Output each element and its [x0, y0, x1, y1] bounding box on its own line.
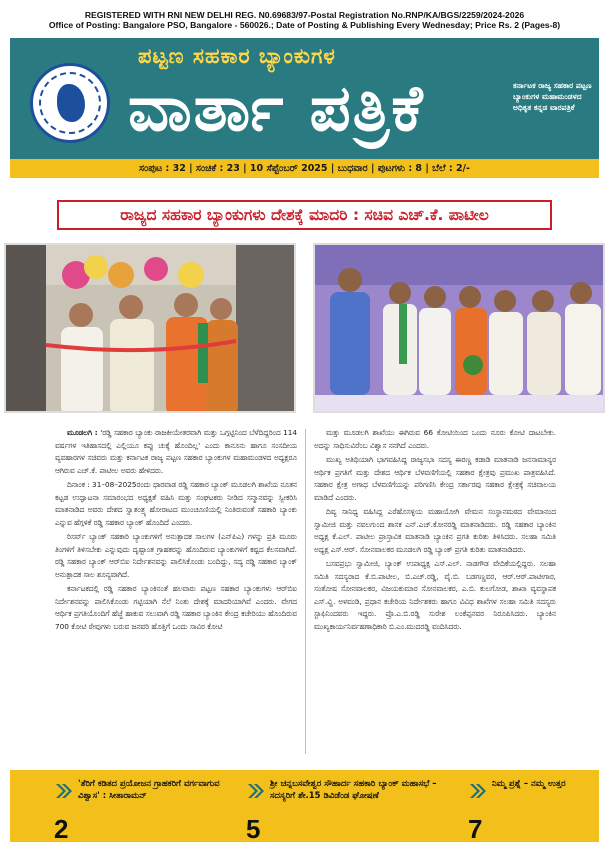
double-chevron-right-icon — [468, 782, 486, 800]
felicitation-illustration — [315, 245, 605, 413]
article-paragraph-text: 'ರಡ್ಡಿ ಸಹಕಾರ ಬ್ಯಾಂಕು ರಾಜಕೀಯೇತರವಾಗಿ ಮತ್ತು ಒಗ್ಗಟ್ಟಿನಿಂದ ಬೆಳೆದಿದ್ದರಿಂದ 114 ವರ್ಷಗಳ ಇತಿಹಾಸದಲ್ಲಿ ಎಲ್ಲಿಯೂ ಕಪ್ಪು ಚುಕ್ಕೆ ಹೊಂದಿಲ್ಲ' ಎಂದು ಕಾನೂನು ಹಾಗೂ ಸಂಸದೀಯ ವ್ಯವಹಾರಗಳ ಸಚಿವರು ಮತ್ತು ಕರ್ನಾಟಕ ರಾಜ್ಯ ಪಟ್ಟಣ ಸಹಕಾರ ಬ್ಯಾಂಕುಗಳ ಮಹಾಮಂಡಳದ ಅಧ್ಯಕ್ಷರೂ ಆಗಿರುವ ಎಚ್.ಕೆ. ಪಾಟೀಲ ಅವರು ಹೇಳಿದರು. — [55, 428, 297, 475]
article-paragraph: ದಿವ್ಯ ಸಾನಿಧ್ಯ ವಹಿಸಿದ್ದ ಎರೆಹೊಸಳ್ಳಿಯ ಮಹಾಯೋಗಿ ವೇಮನ ಸಂಸ್ಥಾನಮಠದ ವೇಮಾನಂದ ಸ್ವಾಮೀಜಿ ಮತ್ತು ನವಲಗುಂದ ಶಾಸಕ ಎನ್.ಎಚ್.ಕೋನರಡ್ಡಿ ಮಾತನಾಡಿದರು. ರಡ್ಡಿ ಸಹಕಾರ ಬ್ಯಾಂಕಿನ ಅಧ್ಯಕ್ಷ ಕೆ.ಎಲ್. ಪಾಟೀಲ ಪ್ರಾಸ್ತಾವಿಕ ಮಾತನಾಡಿ ಬ್ಯಾಂಕಿನ ಪ್ರಗತಿ ಕುರಿತು ತಿಳಿಸಿದರು. ಸಲಹಾ ಸಮಿತಿ ಅಧ್ಯಕ್ಷ ಎಸ್.ಆರ್. ಸೋನವಾಲಕರ ಮೂಡಲಗಿ ರಡ್ಡಿ ಬ್ಯಾಂಕ್ ಪ್ರಗತಿ ಕುರಿತು ಮಾತನಾಡಿದರು. — [314, 507, 556, 554]
article-dateline: ಮೂಡಲಗಿ : — [67, 428, 98, 437]
masthead-tagline: ಕರ್ನಾಟಕ ರಾಜ್ಯ ಸಹಕಾರ ಪಟ್ಟಣ ಬ್ಯಾಂಕುಗಳ ಮಹಾಮಂಡಳದ ಅಧಿಕೃತ ಕನ್ನಡ ವಾರಪತ್ರಿಕೆ — [513, 81, 592, 112]
article-paragraph: ಬಸವಪ್ರಭು ಸ್ವಾಮೀಜಿ, ಬ್ಯಾಂಕ್ ಉಪಾಧ್ಯಕ್ಷ ಎಸ್.ಎಲ್. ನಾಡಗೌಡ ವೇದಿಕೆಯಲ್ಲಿದ್ದರು. ಸಲಹಾ ಸಮಿತಿ ಸದಸ್ಯರಾದ ಕೆ.ಬಿ.ಪಾಟೀಲ, ಬಿ.ಎಚ್.ರಡ್ಡಿ, ವೈ.ಬಿ. ಬಡಗಣ್ಣವರ, ಆರ್.ಆರ್.ಪಾಟೀಗಾರ, ಸಂತೋಷ ಸೋನವಾಲಕರ, ವಿಜಯಕುಮಾರ ಸೋನವಾಲಕರ, ಎ.ಬಿ. ಕುಲಗೋಡ, ಶಾಖಾ ವ್ಯವಸ್ಥಾಪಕ ಎಸ್.ವ್ಹಿ. ಅಳವಂಡಿ, ಪ್ರಧಾನ ಕಚೇರಿಯ ನಿರ್ದೇಶಕರು ಹಾಗೂ ವಿವಿಧ ಶಾಖೆಗಳ ಸಲಹಾ ಸಮಿತಿ ಸದಸ್ಯರು ಸ್ಟಾಫಿನಿಂದವರು ಇದ್ದರು. ಪ್ರೊ.ಎ.ಬಿ.ರಡ್ಡಿ ಸುರೇಶ ಲಂಕೆಪ್ಪನವರ ನಿರೂಪಿಸಿದರು. ಬ್ಯಾಂಕಿನ ಮುಖ್ಯಕಾರ್ಯನಿರ್ವಹಣಾಧಿಕಾರಿ ಬಿ.ಎಂ.ಮುದರಡ್ಡಿ ವಂದಿಸಿದರು. — [314, 559, 556, 631]
registration-block — [0, 10, 609, 30]
footer-teaser-text: 'ತೆರಿಗೆ ಕಡಿತದ ಪ್ರಯೋಜನ ಗ್ರಾಹಕರಿಗೆ ವರ್ಗವಾಗುವ ವಿಶ್ವಾಸ' : ಸೀತಾರಾಮನ್ — [78, 779, 220, 801]
lead-headline: ರಾಜ್ಯದ ಸಹಕಾರ ಬ್ಯಾಂಕುಗಳು ದೇಶಕ್ಕೆ ಮಾದರಿ : ಸಚಿವ ಎಚ್.ಕೆ. ಪಾಟೀಲ — [57, 200, 552, 230]
footer-teaser-text: ನಿಮ್ಮ ಪ್ರಶ್ನೆ – ನಮ್ಮ ಉತ್ತರ — [492, 779, 566, 789]
article-paragraph: ಮತ್ತು ಮೂಡಲಗಿ ಶಾಖೆಯು ಈಗಿರುವ 66 ಕೋಟಿಯಿಂದ ಒಂದು ನೂರು ಕೋಟಿ ದಾಟಬೇಕು. ಅದನ್ನು ಸಾಧಿಸುವಿರೆಂಬ ವಿಶ್ವಾಸ ನನಗಿದೆ ಎಂದರು. — [314, 428, 556, 450]
footer-page-number: 5 — [246, 814, 261, 844]
footer-teaser-text: ಶ್ರೀ ಚನ್ನಬಸವೇಶ್ವರ ಸೌಹಾರ್ದ ಸಹಕಾರಿ ಬ್ಯಾಂಕ್ ಮಹಾಸಭೆ – ಸದಸ್ಯರಿಗೆ ಶೇ.15 ಡಿವಿಡೆಂಡ ಘೋಷಣೆ — [270, 779, 437, 801]
article-paragraph — [55, 427, 297, 477]
masthead-title: ವಾರ್ತಾ ಪತ್ರಿಕೆ — [128, 72, 425, 146]
article-paragraph: ರಿಸರ್ವ್ ಬ್ಯಾಂಕ್ ಸಹಕಾರಿ ಬ್ಯಾಂಕುಗಳಿಗೆ ಅನುತ್ಪಾದಕ ಸಾಲಗಳ (ಎನ್‌ಪಿಎ) ಗಳನ್ನು ಪ್ರತಿ ಮೂರು ತಿಂಗಳಿಗೆ ತಿಳಿಸಬೇಕು ಎನ್ನುವುದು ದೃಷ್ಟಾಂತ ಗ್ರಾಹಕರನ್ನು ಹೊಂದಿರುವ ಬ್ಯಾಂಕುಗಳಿಗೆ ಕಷ್ಟದ ಕೆಲಸವಾಗಿದೆ. ರಡ್ಡಿ ಸಹಕಾರ ಬ್ಯಾಂಕ್ ಆರ್‌ಬಿಐ ನಿರ್ದೇಶನವನ್ನು ಪಾಲಿಸಿಕೊಂಡು ಬಂದಿದ್ದು, ಸದ್ಯ ರಡ್ಡಿ ಸಹಕಾರ ಬ್ಯಾಂಕ್ ಅನುತ್ಪಾದಕ ಸಾಲ ಶೂನ್ಯವಾಗಿದೆ. — [55, 532, 297, 579]
ribbon-cutting-illustration — [6, 245, 296, 413]
footer-teasers — [10, 770, 599, 842]
photo-felicitation — [313, 243, 605, 413]
registration-line-1: REGISTERED WITH RNI NEW DELHI REG. N0.69683/97-Postal Registration No.RNP/KA/BGS/2259/2024-2026 — [84, 10, 525, 20]
article-column-left — [55, 427, 297, 635]
photo-ribbon-cutting — [4, 243, 296, 413]
registration-line-2: Office of Posting: Bangalore PSO, Bangalore - 560026.; Date of Posting & Publishing Every Wednesday; Price Rs. 2 (Pages-8) — [48, 20, 561, 30]
masthead — [10, 38, 599, 159]
double-chevron-right-icon — [246, 782, 264, 800]
masthead-subtitle: ಪಟ್ಟಣ ಸಹಕಾರ ಬ್ಯಾಂಕುಗಳ — [138, 44, 336, 68]
double-chevron-right-icon — [54, 782, 72, 800]
article-paragraph: ಮುಖ್ಯ ಅತಿಥಿಯಾಗಿ ಭಾಗವಹಿಸಿದ್ದ ರಾಜ್ಯಸಭಾ ಸದಸ್ಯ ಈರಣ್ಣ ಕಡಾಡಿ ಮಾತನಾಡಿ ಜನಸಾಮಾನ್ಯರ ಆರ್ಥಿಕ ಪ್ರಗತಿಗೆ ಮತ್ತು ದೇಶದ ಆರ್ಥಿಕ ಬೆಳವಣಿಗೆಯಲ್ಲಿ ಸಹಕಾರ ಕ್ಷೇತ್ರವು ಪ್ರಮುಖ ಪಾತ್ರವಹಿಸಿದೆ. ಸಹಕಾರ ಕ್ಷೇತ್ರ ಅಗಾಧ ಬೆಳವಣಿಗೆಯನ್ನು ಪರಿಗಣಿಸಿ ಕೇಂದ್ರ ಸರ್ಕಾರವು ಸಹಕಾರ ಕ್ಷೇತ್ರಕ್ಕೆ ಸಚಿವಾಲಯ ಮಾಡಿದೆ ಎಂದರು. — [314, 455, 556, 502]
footer-page-number: 2 — [54, 814, 69, 844]
article-paragraph: ಕರ್ನಾಟಕದಲ್ಲಿ ರಡ್ಡಿ ಸಹಕಾರ ಬ್ಯಾಂಕಿನಂತೆ ಹಲವಾರು ಪಟ್ಟಣ ಸಹಕಾರ ಬ್ಯಾಂಕುಗಳು ಆರ್‌ಬಿಐ ನಿರ್ದೇಶನವನ್ನು ಪಾಲಿಸಿಕೊಂಡು ಗಟ್ಟಿಯಾಗಿ ನೆಲೆ ನಿಂತು ದೇಶಕ್ಕೆ ಮಾದರಿಯಾಗಿವೆ ಎಂದರು. ವೇಗದ ಆರ್ಥಿಕ ಪ್ರಗತಿಯೊಂದಿಗೆ ಹೆಜ್ಜೆ ಹಾಕುವ ಸಲುವಾಗಿ ರಡ್ಡಿ ಸಹಕಾರ ಬ್ಯಾಂಕಿನ ಕೇಂದ್ರ ಕಚೇರಿಯು ಹೊಂದಿರುವ 700 ಕೋಟಿ ಠೇವುಗಳು ಬರುವ ಜನವರಿ ಹೊತ್ತಿಗೆ ಒಂದು ಸಾವಿರ ಕೋಟಿ — [55, 584, 297, 631]
issue-info-bar: ಸಂಪುಟ : 32 | ಸಂಚಿಕೆ : 23 | 10 ಸೆಪ್ಟೆಂಬರ್ 2025 | ಬುಧವಾರ | ಪುಟಗಳು : 8 | ಬೆಲೆ : 2/- — [10, 159, 599, 178]
column-divider — [305, 429, 306, 754]
article-paragraph: ದಿನಾಂಕ : 31–08–2025ರಂದು ಧಾರವಾಡ ರಡ್ಡಿ ಸಹಕಾರ ಬ್ಯಾಂಕ್ ಮೂಡಲಗಿ ಶಾಖೆಯ ನೂತನ ಕಟ್ಟಡ ಉದ್ಘಾಟನಾ ಸಮಾರಂಭದ ಅಧ್ಯಕ್ಷತೆ ವಹಿಸಿ ಮತ್ತು ಸಂಘಟಕರು ನೀಡಿದ ಸನ್ಮಾನವನ್ನು ಸ್ವೀಕರಿಸಿ ಮಾತನಾಡಿದ ಅವರು ದೇಶದ ಸ್ವಾತಂತ್ರ್ಯ ಹೋರಾಟದ ಮುಂಚೂಣಿಯಲ್ಲಿ ನಿಂತಿರುವಂತೆ ಸಹಕಾರಿ ಬ್ಯಾಂಕು ಎನ್ನುವ ಹೆಗ್ಗಳಿಕೆ ರಡ್ಡಿ ಸಹಕಾರ ಬ್ಯಾಂಕ್ ಹೊಂದಿದೆ ಎಂದರು. — [55, 480, 297, 527]
emblem-icon — [30, 63, 110, 143]
article-column-right — [314, 427, 556, 635]
footer-page-number: 7 — [468, 814, 483, 844]
article-body — [55, 427, 556, 757]
